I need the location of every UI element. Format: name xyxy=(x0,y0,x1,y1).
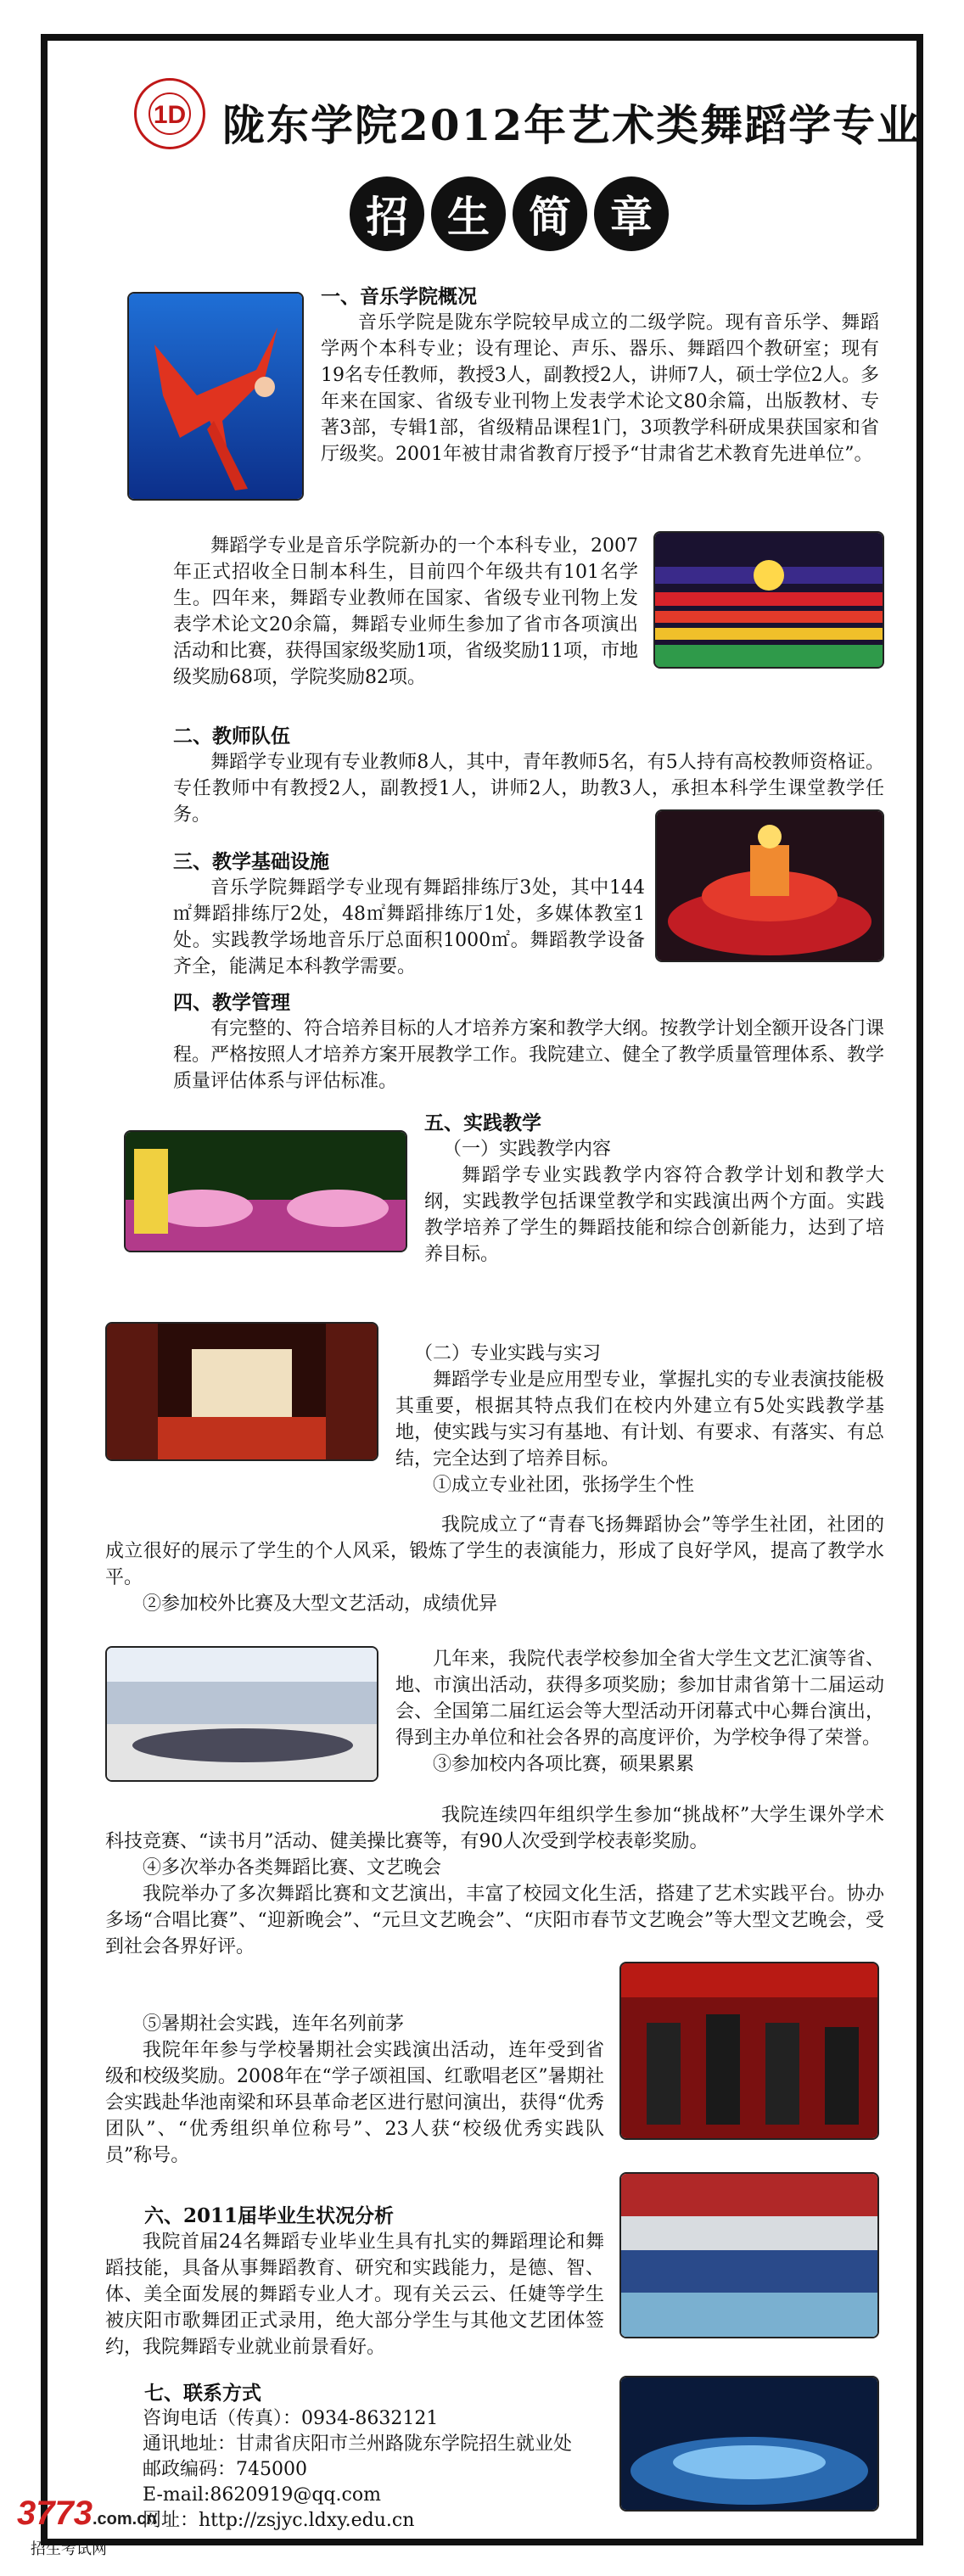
subtitle-char-3: 简 xyxy=(513,176,587,251)
section-5-item-5-body xyxy=(105,2011,604,2169)
contact-phone: 咨询电话（传真）：0934-8632121 xyxy=(143,2408,439,2429)
section-5-item-4: ④多次举办各类舞蹈比赛、文艺晚会 xyxy=(143,1857,442,1879)
contact-website[interactable]: 网址：http://zsjyc.ldxy.edu.cn xyxy=(143,2510,415,2531)
subtitle-char-2: 生 xyxy=(431,176,506,251)
photo-group xyxy=(619,2172,879,2338)
section-7 xyxy=(105,2381,604,2534)
photo-red-costumes xyxy=(655,809,884,962)
section-5-heading: 五、实践教学 xyxy=(424,1112,541,1134)
section-5-sub2-paragraph: 舞蹈学专业是应用型专业，掌握扎实的专业表演技能极其重要，根据其特点我们在校内外建立有5处实践教学基地，使实践与实习有基地、有计划、有要求、有落实、有总结，完全达到了培养目标。 xyxy=(395,1369,884,1470)
section-1-top xyxy=(321,283,879,468)
contact-postcode: 邮政编码：745000 xyxy=(143,2459,307,2480)
section-5-item-3: ③参加校内各项比赛，硕果累累 xyxy=(433,1754,695,1775)
footer-brand: 3773 xyxy=(17,2495,92,2532)
subtitle-char-1: 招 xyxy=(350,176,424,251)
section-4 xyxy=(173,989,884,1095)
photo-stage-colorful xyxy=(124,1130,407,1252)
section-5-item-1: ①成立专业社团，张扬学生个性 xyxy=(433,1475,695,1496)
contact-address: 通讯地址：甘肃省庆阳市兰州路陇东学院招生就业处 xyxy=(143,2433,573,2455)
footer-brand-logo xyxy=(17,2495,157,2533)
section-6-heading: 六、2011届毕业生状况分析 xyxy=(144,2204,395,2227)
photo-dancer-leap xyxy=(127,292,304,501)
section-1-bottom xyxy=(173,533,638,691)
photo-stage-performance xyxy=(653,531,884,669)
section-7-heading: 七、联系方式 xyxy=(144,2382,261,2405)
photo-blue-stage xyxy=(619,2376,879,2512)
section-6 xyxy=(105,2203,604,2360)
section-4-heading: 四、教学管理 xyxy=(173,991,290,1014)
section-5-item-2-body xyxy=(395,1646,884,1778)
logo-mark: 1D xyxy=(153,101,187,129)
photo-stage-orange xyxy=(105,1322,378,1461)
footer-brand-suffix: .com.cn xyxy=(92,2510,157,2528)
section-5-item-4-paragraph: 我院举办了多次舞蹈比赛和文艺演出，丰富了校园文化生活，搭建了艺术实践平台。协办多场“合唱比赛”、“迎新晚会”、“元旦文艺晚会”、“庆阳市春节文艺晚会”等大型文艺晚会，受到社会各界好评。 xyxy=(105,1884,884,1957)
section-5-item-1-body xyxy=(105,1512,884,1617)
photo-awards-ceremony xyxy=(619,1962,879,2140)
page-title: 陇东学院2012年艺术类舞蹈学专业 xyxy=(222,100,922,150)
subtitle-char-4: 章 xyxy=(594,176,669,251)
section-2-heading: 二、教师队伍 xyxy=(173,725,290,748)
section-5-sub2: （二）专业实践与实习 xyxy=(414,1343,602,1364)
section-2 xyxy=(173,723,884,828)
section-5-item-5-paragraph: 我院年年参与学校暑期社会实践演出活动，连年受到省级和校级奖励。2008年在“学子颂祖国、红歌唱老区”暑期社会实践赴华池南梁和环县革命老区进行慰问演出，获得“优秀团队”、“优秀组织单位称号”、23人获“校级优秀实践队员”称号。 xyxy=(105,2040,604,2166)
section-5-item-5: ⑤暑期社会实践，连年名列前茅 xyxy=(143,2013,405,2035)
section-5-item-3-body xyxy=(105,1802,884,1960)
section-5-sub1: （一）实践教学内容 xyxy=(443,1139,612,1160)
section-1-paragraph-2: 舞蹈学专业是音乐学院新办的一个本科专业，2007年正式招收全日制本科生，目前四个年级共有101名学生。四年来，舞蹈专业教师在国家、省级专业刊物上发表学术论文20余篇，舞蹈专业师生参加了省市各项演出活动和比赛，获得国家级奖励1项，省级奖励11项，市地级奖励68项，学院奖励82项。 xyxy=(173,535,638,688)
section-4-paragraph: 有完整的、符合培养目标的人才培养方案和教学大纲。按教学计划全额开设各门课程。严格按照人才培养方案开展教学工作。我院建立、健全了教学质量管理体系、教学质量评估体系与评估标准。 xyxy=(173,1018,884,1092)
section-5-practice xyxy=(395,1341,884,1498)
section-5-item-2-paragraph: 几年来，我院代表学校参加全省大学生文艺汇演等省、地、市演出活动，获得多项奖励；参加甘肃省第十二届运动会、全国第二届红运会等大型活动开闭幕式中心舞台演出，得到主办单位和社会各界的高度评价，为学校争得了荣誉。 xyxy=(395,1649,884,1749)
section-5-item-3-paragraph: 我院连续四年组织学生参加“挑战杯”大学生课外学术科技竞赛、“读书月”活动、健美操比赛等，有90人次受到学校表彰奖励。 xyxy=(105,1805,884,1852)
section-3-paragraph: 音乐学院舞蹈学专业现有舞蹈排练厅3处，其中144㎡舞蹈排练厅2处，48㎡舞蹈排练厅1处，多媒体教室1处。实践教学场地音乐厅总面积1000㎡。舞蹈教学设备齐全，能满足本科教学需要。 xyxy=(173,877,645,977)
section-2-paragraph: 舞蹈学专业现有专业教师8人，其中，青年教师5名，有5人持有高校教师资格证。专任教师中有教授2人，副教授1人，讲师2人，助教3人，承担本科学生课堂教学任务。 xyxy=(173,752,884,826)
section-1-paragraph-1: 音乐学院是陇东学院较早成立的二级学院。现有音乐学、舞蹈学两个本科专业；设有理论、声乐、器乐、舞蹈四个教研室；现有19名专任教师，教授3人，副教授2人，讲师7人，硕士学位2人。多年来在国家、省级专业刊物上发表学术论文80余篇，出版教材、专著3部，专辑1部，省级精品课程1门，3项教学科研成果获国家和省厅级奖。2001年被甘肃省教育厅授予“甘肃省艺术教育先进单位”。 xyxy=(321,312,879,465)
section-5-sub1-paragraph: 舞蹈学专业实践教学内容符合教学计划和教学大纲，实践教学包括课堂教学和实践演出两个方面。实践教学培养了学生的舞蹈技能和综合创新能力，达到了培养目标。 xyxy=(424,1165,884,1265)
school-logo xyxy=(134,78,205,149)
section-1-heading: 一、音乐学院概况 xyxy=(321,285,477,308)
section-5-item-2: ②参加校外比赛及大型文艺活动，成绩优异 xyxy=(143,1593,498,1615)
section-3 xyxy=(173,848,645,980)
contact-email[interactable]: E-mail:8620919@qq.com xyxy=(143,2484,381,2506)
section-3-heading: 三、教学基础设施 xyxy=(173,850,329,873)
footer-brand-sub: 招生考试网 xyxy=(31,2540,107,2558)
section-6-paragraph: 我院首届24名舞蹈专业毕业生具有扎实的舞蹈理论和舞蹈技能，具备从事舞蹈教育、研究和实践能力，是德、智、体、美全面发展的舞蹈专业人才。现有关云云、任婕等学生被庆阳市歌舞团正式录用，绝大部分学生与其他文艺团体签约，我院舞蹈专业就业前景看好。 xyxy=(105,2232,604,2358)
section-5-intro xyxy=(424,1110,884,1268)
section-5-item-1-paragraph: 我院成立了“青春飞扬舞蹈协会”等学生社团，社团的成立很好的展示了学生的个人风采，锻炼了学生的表演能力，形成了良好学风，提高了教学水平。 xyxy=(105,1515,884,1588)
subtitle-badges xyxy=(350,176,669,251)
photo-stadium-performance xyxy=(105,1646,378,1782)
